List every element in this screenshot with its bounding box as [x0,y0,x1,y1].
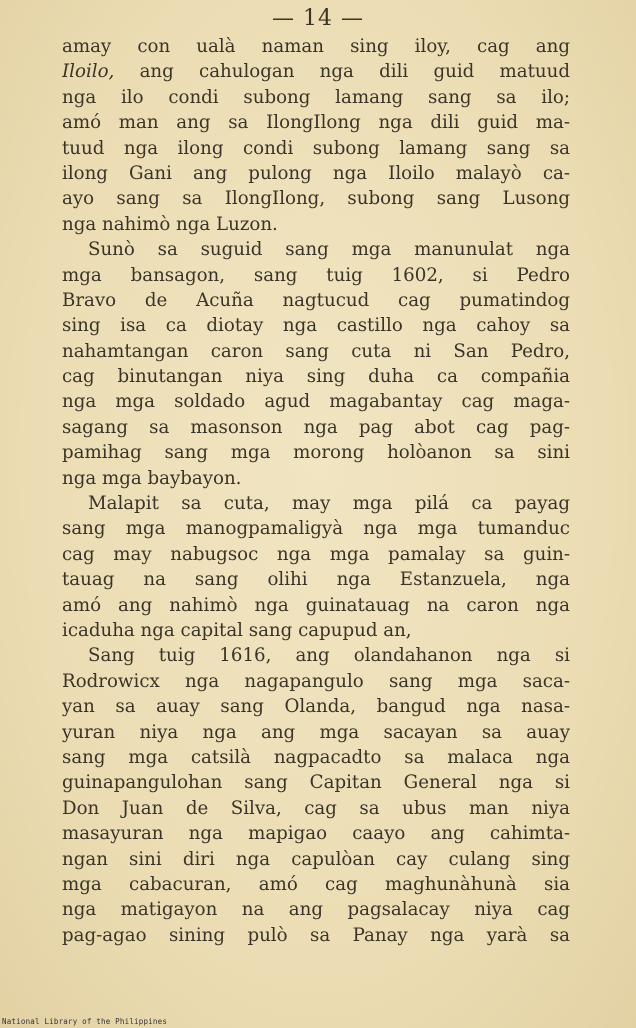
italic-word: Iloilo, [62,61,115,83]
text-line: pag-agao sining pulò sa Panay nga yarà sa [62,924,570,946]
text-line: nga nahimò nga Luzon. [62,213,278,235]
text-line: icaduha nga capital sang capupud an, [62,619,412,641]
text-line: amó ang nahimò nga guinatauag na caron nga [62,594,570,616]
text-line: nga mga soldado agud magabantay cag maga- [62,391,570,413]
text-line: cag may nabugsoc nga mga pamalay sa guin- [62,543,570,565]
text-line: sang mga catsilà nagpacadto sa malaca nga [62,746,570,768]
text-line: ngan sini diri nga capulòan cay culang sing [62,848,570,870]
text-line: amó man ang sa IlongIlong nga dili guid ma- [62,112,570,134]
text-line: nga matigayon na ang pagsalacay niya cag [62,899,570,921]
text-line [62,59,570,84]
text-line: mga bansagon, sang tuig 1602, si Pedro [62,264,570,286]
text-line: sang mga manogpamaligyà nga mga tumanduc [62,518,570,540]
text-line: ayo sang sa IlongIlong, subong sang Lusong [62,188,570,210]
text-line: Don Juan de Silva, cag sa ubus man niya [62,797,570,819]
text-line: Sunò sa suguid sang mga manunulat nga [88,239,570,261]
text-line: nahamtangan caron sang cuta ni San Pedro, [62,340,570,362]
text-line: yuran niya nga ang mga sacayan sa auay [62,721,570,743]
text-line: Malapit sa cuta, may mga pilá ca payag [88,493,570,515]
text-line: masayuran nga mapigao caayo ang cahimta- [62,823,570,845]
text-line: guinapangulohan sang Capitan General nga si [62,772,570,794]
page-number: — 14 — [272,6,364,31]
text-line-rest: ang cahulogan nga dili guid matuud [114,61,570,83]
text-line: sing isa ca diotay nga castillo nga cahoy sa [62,315,570,337]
text-line: sagang sa masonson nga pag abot cag pag- [62,416,570,438]
text-line: yan sa auay sang Olanda, bangud nga nasa- [62,696,570,718]
text-block [62,34,570,948]
text-line: ilong Gani ang pulong nga Iloilo malayò ca- [62,162,570,184]
text-line: pamihag sang mga morong holòanon sa sini [62,442,570,464]
text-line: tauag na sang olihi nga Estanzuela, nga [62,569,570,591]
text-line: nga mga baybayon. [62,467,242,489]
library-footer: National Library of the Philippines [2,1017,168,1026]
text-line: Rodrowicx nga nagapangulo sang mga saca- [62,670,570,692]
text-line: cag binutangan niya sing duha ca compañia [62,366,570,388]
text-line: amay con ualà naman sing iloy, cag ang [62,36,570,57]
text-line: nga ilo condi subong lamang sang sa ilo; [62,86,570,108]
text-line: Sang tuig 1616, ang olandahanon nga si [88,645,570,667]
text-line: tuud nga ilong condi subong lamang sang sa [62,137,570,159]
text-line: Bravo de Acuña nagtucud cag pumatindog [62,289,570,311]
text-line: mga cabacuran, amó cag maghunàhunà sia [62,873,570,895]
